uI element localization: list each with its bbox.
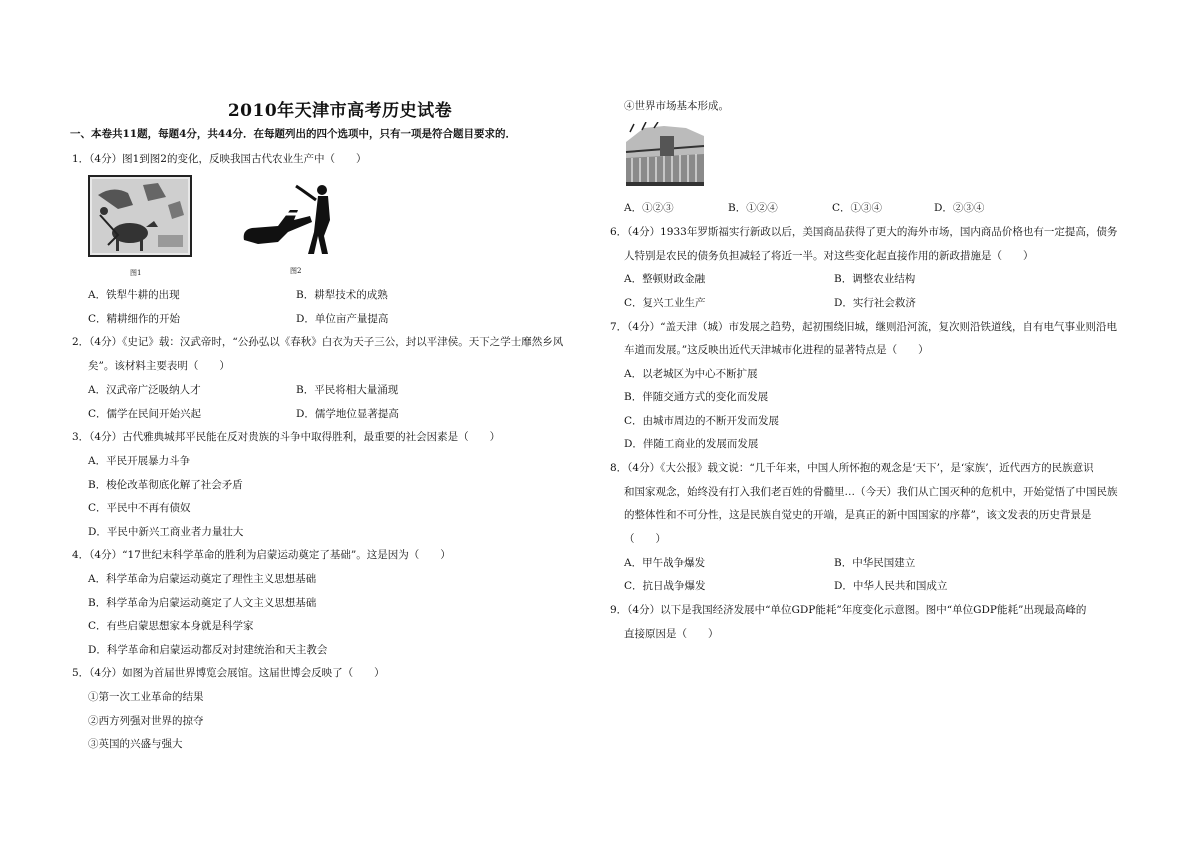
- q2-option-d[interactable]: D．儒学地位显著提高: [296, 408, 399, 420]
- section-heading: 一、本卷共11题，每题4分，共44分．在每题列出的四个选项中，只有一项是符合题目要求的．: [70, 128, 517, 140]
- q6-option-c[interactable]: C．复兴工业生产: [624, 297, 706, 309]
- q1-option-a[interactable]: A．铁犁牛耕的出现: [88, 289, 180, 301]
- question-9-stem-line1: 9．（4分）以下是我国经济发展中“单位GDP能耗”年度变化示意图。图中“单位GDP能耗”出现最高峰的: [610, 604, 1087, 616]
- q5-option-c[interactable]: C．①③④: [832, 202, 883, 214]
- question-8-stem-line4: （ ）: [624, 533, 666, 545]
- q4-option-d[interactable]: D．科学革命和启蒙运动都反对封建统治和天主教会: [88, 644, 328, 656]
- question-7-stem-line2: 车道而发展。”这反映出近代天津城市化进程的显著特点是（ ）: [624, 344, 929, 356]
- q2-option-c[interactable]: C．儒学在民间开始兴起: [88, 408, 202, 420]
- question-5-stem: 5．（4分）如图为首届世界博览会展馆。这届世博会反映了（ ）: [72, 667, 385, 679]
- q6-option-b[interactable]: B．调整农业结构: [834, 273, 916, 285]
- q1-option-c[interactable]: C．精耕细作的开始: [88, 313, 181, 325]
- q7-option-c[interactable]: C．由城市周边的不断开发而发展: [624, 415, 780, 427]
- page-title: 2010年天津市高考历史试卷: [227, 101, 453, 121]
- q1-option-d[interactable]: D．单位亩产量提高: [296, 313, 389, 325]
- q5-option-a[interactable]: A．①②③: [624, 202, 674, 214]
- q8-option-b[interactable]: B．中华民国建立: [834, 557, 916, 569]
- question-9-stem-line2: 直接原因是（ ）: [624, 628, 719, 640]
- question-8-stem-line1: 8．（4分）《大公报》载文说：“几千年来，中国人所怀抱的观念是‘天下’，是‘家族’，近代西方的民族意识: [610, 462, 1094, 474]
- question-8-stem-line2: 和国家观念，始终没有打入我们老百姓的骨髓里…（今天）我们从亡国灭种的危机中，开始觉悟了中国民族: [624, 486, 1118, 498]
- q8-option-d[interactable]: D．中华人民共和国成立: [834, 580, 948, 592]
- figure-1-ox-plough-image: [88, 175, 192, 257]
- figure-1-caption: 图1: [130, 269, 142, 277]
- q6-option-a[interactable]: A．整顿财政金融: [624, 273, 706, 285]
- question-3-stem: 3．（4分）古代雅典城邦平民能在反对贵族的斗争中取得胜利，最重要的社会因素是（ ）: [72, 431, 501, 443]
- q3-option-b[interactable]: B．梭伦改革彻底化解了社会矛盾: [88, 479, 243, 491]
- q2-option-b[interactable]: B．平民将相大量涌现: [296, 384, 399, 396]
- question-7-stem-line1: 7．（4分）“盖天津（城）市发展之趋势，起初围绕旧城，继则沿河流，复次则沿铁道线，自有电气事业则沿电: [610, 321, 1117, 333]
- q7-option-b[interactable]: B．伴随交通方式的变化而发展: [624, 391, 769, 403]
- q4-option-c[interactable]: C．有些启蒙思想家本身就是科学家: [88, 620, 254, 632]
- q6-option-d[interactable]: D．实行社会救济: [834, 297, 916, 309]
- q3-option-d[interactable]: D．平民中新兴工商业者力量壮大: [88, 526, 244, 538]
- q5-option-b[interactable]: B．①②④: [728, 202, 778, 214]
- q8-option-c[interactable]: C．抗日战争爆发: [624, 580, 706, 592]
- q5-item-3: ③英国的兴盛与强大: [88, 738, 183, 750]
- q2-option-a[interactable]: A．汉武帝广泛吸纳人才: [88, 384, 201, 396]
- question-1-stem: 1．（4分）图1到图2的变化，反映我国古代农业生产中（ ）: [72, 153, 367, 165]
- q8-option-a[interactable]: A．甲午战争爆发: [624, 557, 706, 569]
- q5-item-1: ①第一次工业革命的结果: [88, 691, 204, 703]
- crystal-palace-expo-image: [624, 122, 706, 190]
- q4-option-a[interactable]: A．科学革命为启蒙运动奠定了理性主义思想基础: [88, 573, 317, 585]
- q7-option-a[interactable]: A．以老城区为中心不断扩展: [624, 368, 758, 380]
- figure-2-caption: 图2: [290, 267, 302, 275]
- q5-option-d[interactable]: D．②③④: [934, 202, 985, 214]
- question-6-stem-line1: 6．（4分）1933年罗斯福实行新政以后，美国商品获得了更大的海外市场，国内商品价格也有一定提高，债务: [610, 226, 1118, 238]
- question-8-stem-line3: 的整体性和不可分性，这是民族自觉史的开端，是真正的新中国国家的序幕”，该文发表的历史背景是: [624, 509, 1092, 521]
- question-6-stem-line2: 人特别是农民的债务负担减轻了将近一半。对这些变化起直接作用的新政措施是（ ）: [624, 250, 1034, 262]
- q4-option-b[interactable]: B．科学革命为启蒙运动奠定了人文主义思想基础: [88, 597, 317, 609]
- q5-item-2: ②西方列强对世界的掠夺: [88, 715, 204, 727]
- q3-option-a[interactable]: A．平民开展暴力斗争: [88, 455, 191, 467]
- question-2-stem-line1: 2．（4分）《史记》载：汉武帝时，“公孙弘以《春秋》白衣为天子三公，封以平津侯。天下之学士靡然乡风: [72, 336, 564, 348]
- question-2-stem-line2: 矣”。该材料主要表明（ ）: [88, 360, 230, 372]
- q1-option-b[interactable]: B．耕犁技术的成熟: [296, 289, 388, 301]
- q3-option-c[interactable]: C．平民中不再有债奴: [88, 502, 191, 514]
- question-4-stem: 4．（4分）“17世纪末科学革命的胜利为启蒙运动奠定了基础”。这是因为（ ）: [72, 549, 451, 561]
- q7-option-d[interactable]: D．伴随工商业的发展而发展: [624, 438, 759, 450]
- q5-item-4: ④世界市场基本形成。: [624, 100, 729, 112]
- figure-2-farmer-plough-image: [238, 180, 348, 260]
